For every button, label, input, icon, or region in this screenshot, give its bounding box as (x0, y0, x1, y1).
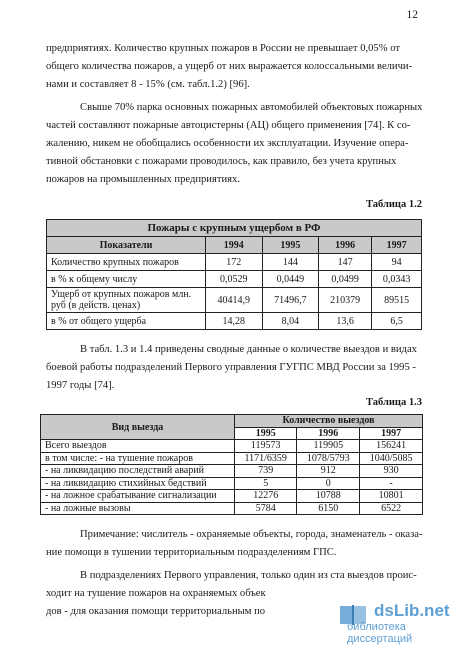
cell-value: 6150 (297, 502, 360, 515)
year-header: 1995 (235, 427, 297, 440)
cell-value: 739 (235, 465, 297, 478)
cell-value: 0,0499 (319, 271, 372, 288)
year-header: 1997 (360, 427, 423, 440)
cell-value: 10788 (297, 490, 360, 503)
paragraph-line: ходит на тушение пожаров на охраняемых объек (46, 588, 266, 599)
paragraph-line: частей составляют пожарные автоцистерны (АЦ) общего применения [74]. К со- (46, 120, 411, 131)
row-label: - на ликвидацию последствий аварий (41, 465, 235, 478)
row-label: - на ложные вызовы (41, 502, 235, 515)
paragraph-line: дов - для оказания помощи территориальным по (46, 606, 266, 617)
cell-value: 10801 (360, 490, 423, 503)
cell-value: 94 (372, 254, 422, 271)
cell-value: 1171/6359 (235, 452, 297, 465)
cell-value: 210379 (319, 288, 372, 313)
cell-value: 13,6 (319, 313, 372, 330)
cell-value: 156241 (360, 440, 423, 453)
cell-value: 172 (206, 254, 263, 271)
large-fires-table (46, 219, 422, 330)
cell-value: 12276 (235, 490, 297, 503)
paragraph-line: пожаров на промышленных предприятиях. (46, 174, 240, 185)
paragraph-line: нами и составляет 8 - 15% (см. табл.1.2) [96]. (46, 79, 250, 90)
paragraph-line: Свыше 70% парка основных пожарных автомобилей объектовых пожарных (80, 102, 423, 113)
table-row (41, 452, 423, 465)
table-row (47, 313, 422, 330)
cell-value: 930 (360, 465, 423, 478)
cell-value: 6,5 (372, 313, 422, 330)
cell-value: 0 (297, 477, 360, 490)
cell-value: 40414,9 (206, 288, 263, 313)
page-number: 12 (406, 9, 418, 21)
row-label: в том числе: - на тушение пожаров (41, 452, 235, 465)
cell-value: 1078/5793 (297, 452, 360, 465)
row-label: Ущерб от крупных пожаров млн. руб (в действ. ценах) (47, 288, 206, 313)
row-label: в % к общему числу (47, 271, 206, 288)
row-label: - на ложное срабатывание сигнализации (41, 490, 235, 503)
cell-value: 5 (235, 477, 297, 490)
cell-value: 0,0529 (206, 271, 263, 288)
row-label: Количество крупных пожаров (47, 254, 206, 271)
table-row (47, 288, 422, 313)
paragraph-line: В подразделениях Первого управления, только один из ста выездов проис- (80, 570, 417, 581)
table-caption: Таблица 1.2 (366, 199, 422, 210)
cell-value: 1040/5085 (360, 452, 423, 465)
year-header: 1997 (372, 237, 422, 254)
table-row (47, 254, 422, 271)
table-row (41, 490, 423, 503)
paragraph-line: ние помощи в тушении территориальным подразделениям ГПС. (46, 547, 337, 558)
cell-value: 147 (319, 254, 372, 271)
watermark-site[interactable]: dsLib.net (374, 601, 450, 620)
paragraph-line: 1997 годы [74]. (46, 380, 115, 391)
cell-value: 119573 (235, 440, 297, 453)
cell-value: 89515 (372, 288, 422, 313)
cell-value: 0,0343 (372, 271, 422, 288)
row-label: в % от общего ущерба (47, 313, 206, 330)
paragraph-line: тивной обстановки с пожарами проводилось, как правило, без учета крупных (46, 156, 397, 167)
row-label: Всего выездов (41, 440, 235, 453)
table-row (41, 440, 423, 453)
year-header: 1995 (262, 237, 319, 254)
table-row (41, 477, 423, 490)
cell-value: 119905 (297, 440, 360, 453)
year-header: 1996 (319, 237, 372, 254)
year-header: 1994 (206, 237, 263, 254)
row-label: - на ликвидацию стихийных бедствий (41, 477, 235, 490)
cell-value: 5784 (235, 502, 297, 515)
cell-value: 144 (262, 254, 319, 271)
dispatch-table (40, 414, 423, 515)
cell-value: 8,04 (262, 313, 319, 330)
cell-value: 14,28 (206, 313, 263, 330)
paragraph-line: жалению, никем не обобщались особенности их эксплуатации. Изучение опера- (46, 138, 409, 149)
table-row (47, 271, 422, 288)
paragraph-line: Примечание: числитель - охраняемые объекты, города, знаменатель - оказа- (80, 529, 423, 540)
paragraph-line: боевой работы подразделений Первого управления ГУГПС МВД России за 1995 - (46, 362, 416, 373)
watermark-subtitle: библиотека диссертаций (347, 621, 413, 645)
paragraph-line: В табл. 1.3 и 1.4 приведены сводные данные о количестве выездов и видах (80, 344, 417, 355)
paragraph-line: общего количества пожаров, а ущерб от них выражается колоссальными величи- (46, 61, 413, 72)
table-title: Пожары с крупным ущербом в РФ (47, 220, 422, 237)
paragraph-line: предприятиях. Количество крупных пожаров в России не превышает 0,05% от (46, 43, 400, 54)
table-row (41, 465, 423, 478)
cell-value: 71496,7 (262, 288, 319, 313)
cell-value: 0,0449 (262, 271, 319, 288)
cell-value: 912 (297, 465, 360, 478)
cell-value: - (360, 477, 423, 490)
table-row (41, 502, 423, 515)
header-cell: Вид выезда (41, 415, 235, 440)
year-header: 1996 (297, 427, 360, 440)
table-caption: Таблица 1.3 (366, 397, 422, 408)
cell-value: 6522 (360, 502, 423, 515)
header-cell: Показатели (47, 237, 206, 254)
group-header: Количество выездов (235, 415, 423, 428)
